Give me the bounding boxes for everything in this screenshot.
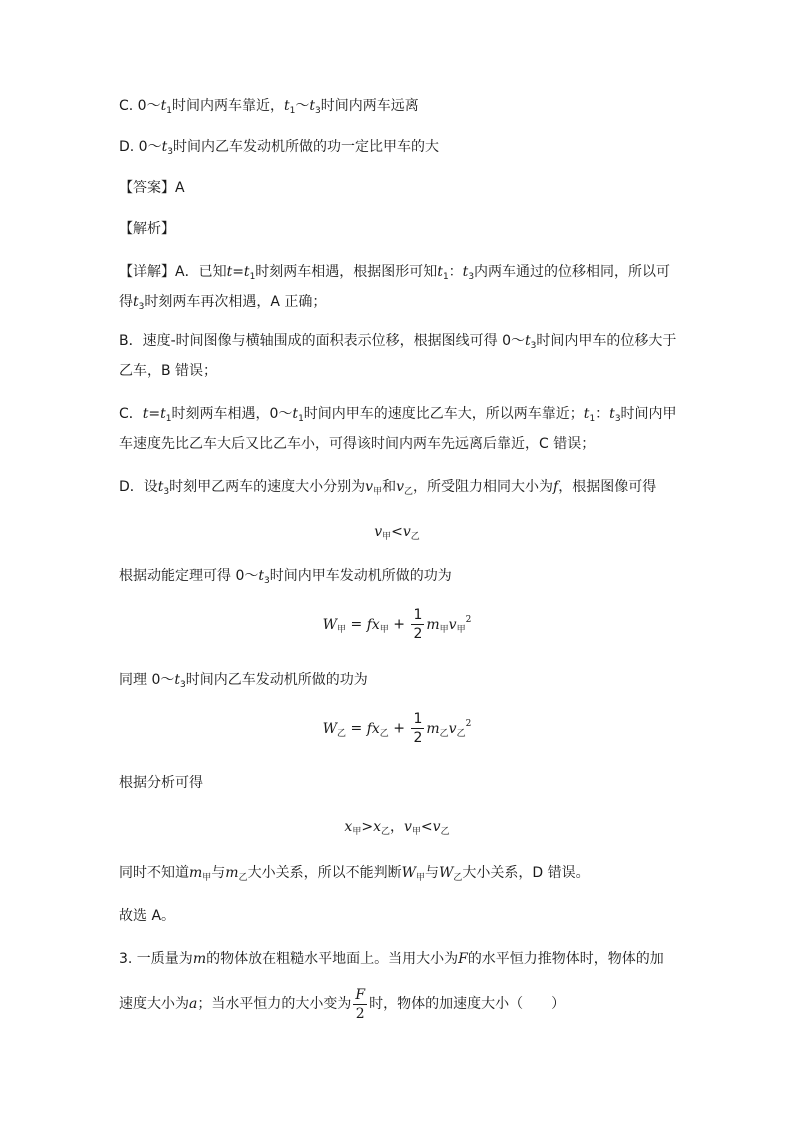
var-t3: $t_3$ (258, 568, 270, 586)
var-v-yi: $v_乙$ (402, 524, 420, 542)
var-v-yi: $v_乙$ (432, 819, 450, 837)
var-t3: $t_3$ (309, 98, 321, 116)
var-m-jia: $m_甲$ (189, 865, 212, 883)
less-than: < (391, 524, 403, 540)
text: 与 (211, 865, 226, 881)
colon: ： (448, 264, 463, 280)
less-than: < (420, 819, 433, 835)
kinetic-text-2 (119, 670, 368, 695)
detail-a-line1 (119, 262, 670, 287)
question-3-line2 (119, 984, 565, 1024)
question-3-line1 (119, 949, 664, 969)
analysis-header: 【解析】 (119, 221, 175, 237)
option-c (119, 96, 419, 121)
var-v-yi: $v_乙$ (396, 479, 414, 497)
text: 时间内甲 (620, 406, 677, 422)
text: 时间内甲车发动机所做的功为 (269, 568, 452, 584)
text: 时间内乙车发动机所做的功为 (185, 672, 368, 688)
var-v-jia-squared: $v_甲^2$ (448, 614, 472, 635)
var-w-jia: $W_甲$ (322, 616, 347, 635)
text: 得 (119, 294, 133, 310)
detail-c-line1 (119, 404, 677, 429)
greater-than: > (361, 819, 374, 835)
text: C． (119, 406, 143, 422)
text: 【详解】A．已知 (119, 264, 227, 280)
eq-t-t1: $t=t_1$ (226, 264, 256, 282)
var-v-yi-squared: $v_乙^2$ (448, 718, 472, 739)
detail-c-line2: 车速度先比乙车大后又比乙车小，可得该时间内两车先远离后靠近，C 错误； (119, 436, 596, 452)
equation-1 (0, 522, 794, 547)
text: 大小关系，D 错误。 (462, 865, 590, 881)
var-w-yi: $W_乙$ (322, 720, 347, 739)
fraction-F-over-2: $\frac{F}{2}$ (355, 986, 366, 1022)
analysis-text: 根据分析可得 (119, 775, 203, 791)
detail-d-line1 (119, 477, 656, 502)
option-c-suffix: 时间内两车远离 (320, 98, 419, 114)
text: ；当水平恒力的大小变为 (197, 996, 352, 1012)
text: 大小关系，所以不能判断 (247, 865, 402, 881)
text: 时刻两车再次相遇，A 正确； (144, 294, 327, 310)
text: D．设 (119, 479, 158, 495)
text: 的水平恒力推物体时，物体的加 (467, 951, 664, 967)
var-m-yi: $m_乙$ (426, 720, 449, 739)
var-t1: $t_1$ (583, 406, 596, 424)
text: 和 (382, 479, 397, 495)
var-t1: $t_1$ (292, 406, 304, 424)
var-m: m (192, 951, 207, 967)
var-x-jia: $x_甲$ (344, 819, 362, 837)
var-v-jia: $v_甲$ (374, 524, 392, 542)
text: 内两车通过的位移相同，所以可 (474, 264, 671, 280)
var-F: F (458, 951, 468, 967)
text: 3. 一质量为 (119, 951, 193, 967)
var-t3: $t_3$ (462, 264, 475, 282)
var-t1: $t_1$ (283, 98, 296, 116)
comma: ， (389, 819, 404, 835)
var-v-jia: $v_甲$ (365, 479, 383, 497)
var-t3: $t_3$ (525, 333, 537, 351)
text: ，所受阻力相同大小为 (413, 479, 554, 495)
var-v-jia: $v_甲$ (403, 819, 421, 837)
fraction-half: $\frac{1}{2}$ (413, 711, 423, 746)
option-d-prefix: D. 0～ (119, 139, 162, 155)
option-c-mid: 时间内两车靠近， (171, 98, 284, 114)
text: 同理 0～ (119, 672, 175, 688)
option-d (119, 137, 439, 162)
colon: ： (595, 406, 610, 422)
var-t3: $t_3$ (157, 479, 170, 497)
text: 时间内甲车的位移大于 (536, 333, 677, 349)
var-t3: $t_3$ (133, 294, 145, 312)
var-m-yi: $m_乙$ (225, 865, 248, 883)
equation-3 (0, 710, 794, 747)
var-m-jia: $m_甲$ (426, 616, 449, 635)
var-fx-jia: $fx_甲$ (366, 616, 389, 635)
text: 与 (425, 865, 439, 881)
text: 时刻两车相遇，0～ (171, 406, 293, 422)
text: 同时不知道 (119, 865, 189, 881)
var-a: a (189, 996, 198, 1012)
fraction-half: $\frac{1}{2}$ (413, 607, 423, 642)
equals: = (346, 720, 367, 737)
text: 根据动能定理可得 0～ (119, 568, 259, 584)
plus: + (388, 720, 410, 737)
text: 时间内甲车的速度比乙车大，所以两车靠近； (303, 406, 584, 422)
var-w-jia: $W_甲$ (401, 865, 425, 883)
text: 时，物体的加速度大小（ ） (369, 996, 566, 1012)
detail-b-line2: 乙车，B 错误； (119, 363, 218, 379)
text: 时刻两车相遇，根据图形可知 (255, 264, 438, 280)
detail-b-line1 (119, 331, 676, 356)
text: ，根据图像可得 (558, 479, 657, 495)
var-t3: $t_3$ (174, 672, 186, 690)
var-t1: $t_1$ (160, 98, 172, 116)
var-t3: $t_3$ (161, 139, 173, 157)
kinetic-text-1 (119, 566, 452, 591)
detail-a-line2 (119, 292, 326, 317)
option-c-prefix: C. 0～ (119, 98, 161, 114)
text: 时刻甲乙两车的速度大小分别为 (169, 479, 366, 495)
var-t3: $t_3$ (609, 406, 621, 424)
var-x-yi: $x_乙$ (373, 819, 390, 837)
answer: 【答案】A (119, 180, 185, 196)
equals: = (346, 616, 367, 633)
text: 速度大小为 (119, 996, 189, 1012)
eq-t-t1: $t=t_1$ (142, 406, 172, 424)
text: B．速度-时间图像与横轴围成的面积表示位移，根据图线可得 0～ (119, 333, 526, 349)
var-fx-yi: $fx_乙$ (366, 720, 389, 739)
tilde: ～ (295, 98, 310, 114)
choose-answer: 故选 A。 (119, 908, 176, 924)
conclusion (119, 863, 590, 888)
var-t1: $t_1$ (437, 264, 449, 282)
plus: + (388, 616, 410, 633)
text: 的物体放在粗糙水平地面上。当用大小为 (206, 951, 459, 967)
equation-2 (0, 606, 794, 643)
option-d-suffix: 时间内乙车发动机所做的功一定比甲车的大 (172, 139, 439, 155)
equation-4 (0, 817, 794, 842)
var-w-yi: $W_乙$ (439, 865, 463, 883)
var-f: f (553, 479, 559, 495)
